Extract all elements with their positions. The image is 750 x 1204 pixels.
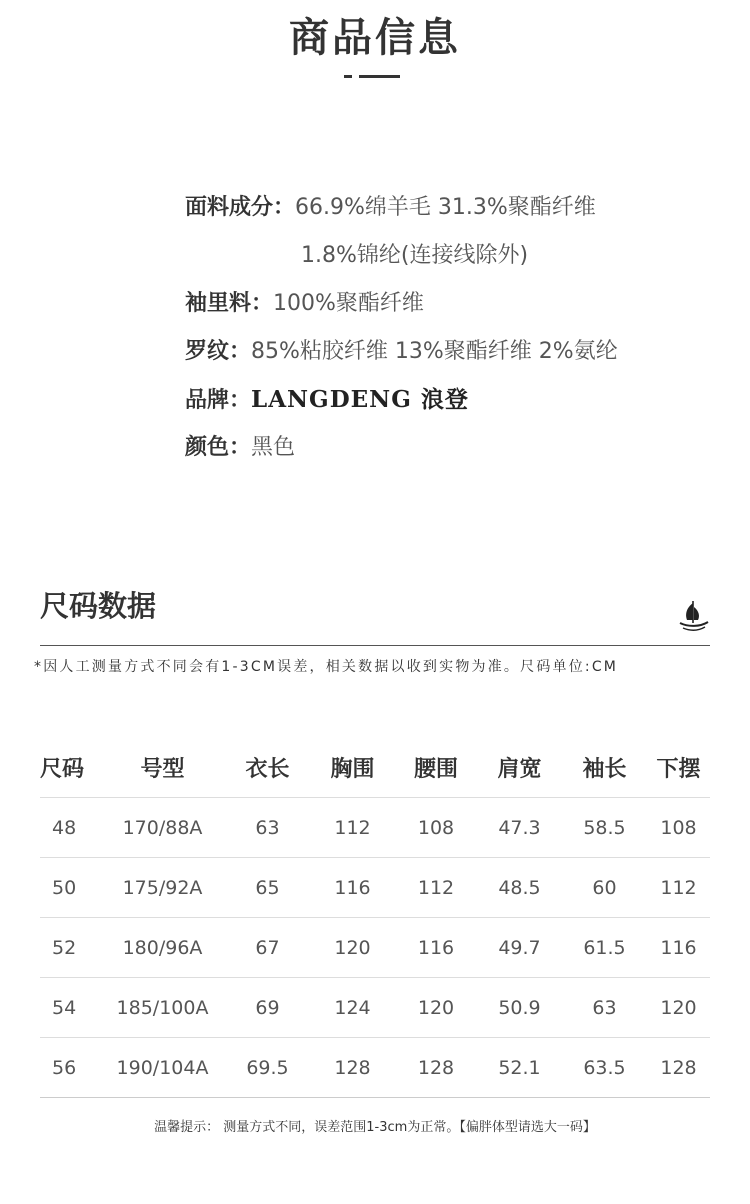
column-header: 袖长 xyxy=(562,738,647,798)
table-cell: 180/96A xyxy=(100,918,225,978)
table-cell: 190/104A xyxy=(100,1038,225,1098)
table-cell: 48.5 xyxy=(477,858,562,918)
table-cell: 128 xyxy=(310,1038,395,1098)
table-cell: 49.7 xyxy=(477,918,562,978)
warm-tip: 温馨提示： 测量方式不同，误差范围1-3cm为正常。【偏胖体型请选大一码】 xyxy=(154,1120,596,1135)
table-cell: 56 xyxy=(40,1038,100,1098)
sailboat-logo-icon xyxy=(676,598,712,634)
table-cell: 175/92A xyxy=(100,858,225,918)
table-cell: 116 xyxy=(395,918,477,978)
table-cell: 47.3 xyxy=(477,798,562,858)
table-cell: 112 xyxy=(310,798,395,858)
section-divider xyxy=(40,645,710,646)
size-table xyxy=(40,738,710,1098)
lining-row xyxy=(185,286,618,334)
table-header-row xyxy=(40,738,710,798)
table-cell: 120 xyxy=(647,978,710,1038)
table-cell: 69.5 xyxy=(225,1038,310,1098)
table-row xyxy=(40,858,710,918)
table-row xyxy=(40,918,710,978)
column-header: 胸围 xyxy=(310,738,395,798)
title-decoration-line xyxy=(359,75,400,78)
title-decoration-dot xyxy=(344,75,352,78)
table-cell: 116 xyxy=(647,918,710,978)
fabric-label: 面料成分： xyxy=(185,195,296,220)
table-cell: 112 xyxy=(395,858,477,918)
brand-label: 品牌： xyxy=(185,388,252,413)
table-cell: 61.5 xyxy=(562,918,647,978)
brand-value: LANGDENG 浪登 xyxy=(251,386,469,413)
rib-value: 85%粘胶纤维 13%聚酯纤维 2%氨纶 xyxy=(251,339,618,364)
lining-value: 100%聚酯纤维 xyxy=(273,291,424,316)
table-cell: 108 xyxy=(647,798,710,858)
table-cell: 67 xyxy=(225,918,310,978)
column-header: 衣长 xyxy=(225,738,310,798)
table-cell: 63.5 xyxy=(562,1038,647,1098)
table-cell: 124 xyxy=(310,978,395,1038)
table-cell: 52 xyxy=(40,918,100,978)
column-header: 肩宽 xyxy=(477,738,562,798)
table-cell: 60 xyxy=(562,858,647,918)
color-row xyxy=(185,430,618,478)
table-cell: 54 xyxy=(40,978,100,1038)
table-cell: 50.9 xyxy=(477,978,562,1038)
brand-row xyxy=(185,382,618,430)
color-value: 黑色 xyxy=(251,435,296,460)
table-cell: 48 xyxy=(40,798,100,858)
table-cell: 128 xyxy=(395,1038,477,1098)
table-cell: 116 xyxy=(310,858,395,918)
table-row xyxy=(40,978,710,1038)
product-info xyxy=(185,190,618,478)
table-cell: 185/100A xyxy=(100,978,225,1038)
measurement-note: *因人工测量方式不同会有1-3CM误差，相关数据以收到实物为准。尺码单位:CM xyxy=(34,659,619,675)
table-cell: 65 xyxy=(225,858,310,918)
table-cell: 69 xyxy=(225,978,310,1038)
column-header: 腰围 xyxy=(395,738,477,798)
page-title: 商品信息 xyxy=(289,15,461,61)
table-cell: 108 xyxy=(395,798,477,858)
table-cell: 63 xyxy=(562,978,647,1038)
column-header: 下摆 xyxy=(647,738,710,798)
column-header: 号型 xyxy=(100,738,225,798)
fabric-row-continued xyxy=(185,238,618,286)
table-cell: 58.5 xyxy=(562,798,647,858)
table-cell: 120 xyxy=(310,918,395,978)
table-cell: 128 xyxy=(647,1038,710,1098)
table-cell: 63 xyxy=(225,798,310,858)
table-cell: 52.1 xyxy=(477,1038,562,1098)
rib-label: 罗纹： xyxy=(185,339,252,364)
column-header: 尺码 xyxy=(40,738,100,798)
table-cell: 112 xyxy=(647,858,710,918)
size-section-title: 尺码数据 xyxy=(40,589,157,623)
fabric-value-continued: 1.8%锦纶(连接线除外) xyxy=(301,243,529,268)
table-cell: 50 xyxy=(40,858,100,918)
table-row xyxy=(40,1038,710,1098)
fabric-value: 66.9%绵羊毛 31.3%聚酯纤维 xyxy=(295,195,596,220)
table-cell: 120 xyxy=(395,978,477,1038)
table-row xyxy=(40,798,710,858)
rib-row xyxy=(185,334,618,382)
fabric-row xyxy=(185,190,618,238)
color-label: 颜色： xyxy=(185,435,252,460)
lining-label: 袖里料： xyxy=(185,291,274,316)
table-cell: 170/88A xyxy=(100,798,225,858)
